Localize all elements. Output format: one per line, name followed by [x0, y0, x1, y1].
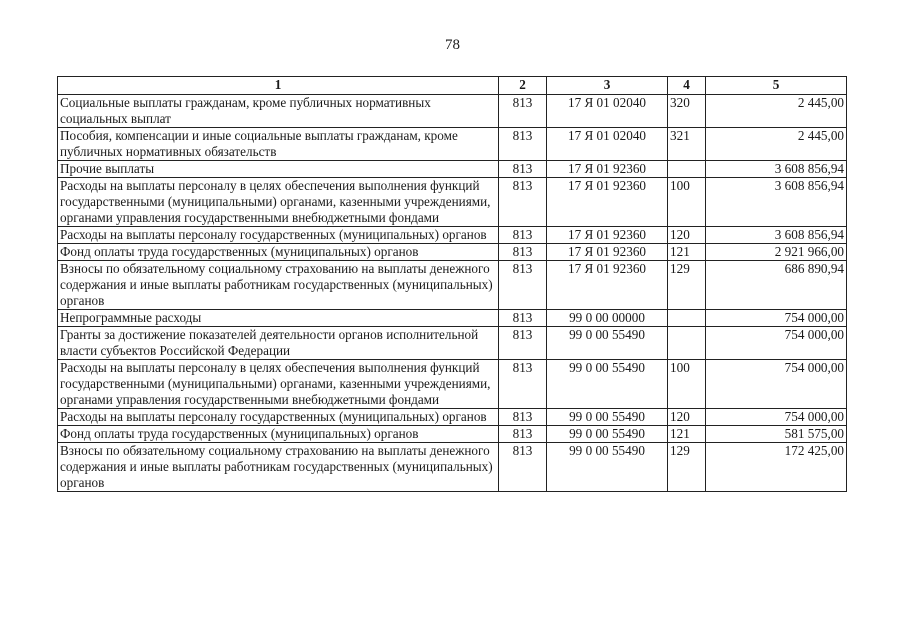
- cell-target-article: 99 0 00 55490: [547, 426, 668, 443]
- cell-ved-code: 813: [499, 360, 547, 409]
- cell-ved-code: 813: [499, 227, 547, 244]
- cell-name: Расходы на выплаты персоналу государственных (муниципальных) органов: [58, 227, 499, 244]
- cell-expense-type: 129: [668, 443, 706, 492]
- header-col-1: 1: [58, 77, 499, 95]
- table-row: [58, 443, 847, 492]
- cell-amount: 754 000,00: [706, 327, 847, 360]
- table-row: [58, 409, 847, 426]
- header-col-3: 3: [547, 77, 668, 95]
- cell-amount: 754 000,00: [706, 310, 847, 327]
- cell-target-article: 17 Я 01 02040: [547, 95, 668, 128]
- cell-ved-code: 813: [499, 409, 547, 426]
- header-col-4: 4: [668, 77, 706, 95]
- table-row: [58, 426, 847, 443]
- cell-name: Расходы на выплаты персоналу в целях обеспечения выполнения функций государственными (муниципальными) органами, казенными учреждениями, органами управления государственными внебюджетными фондами: [58, 360, 499, 409]
- cell-amount: 581 575,00: [706, 426, 847, 443]
- cell-ved-code: 813: [499, 95, 547, 128]
- page-number: 78: [445, 37, 460, 53]
- cell-ved-code: 813: [499, 327, 547, 360]
- cell-name: Социальные выплаты гражданам, кроме публичных нормативных социальных выплат: [58, 95, 499, 128]
- cell-target-article: 17 Я 01 02040: [547, 128, 668, 161]
- cell-expense-type: 121: [668, 426, 706, 443]
- cell-name: Прочие выплаты: [58, 161, 499, 178]
- cell-target-article: 17 Я 01 92360: [547, 178, 668, 227]
- cell-target-article: 17 Я 01 92360: [547, 261, 668, 310]
- header-col-2: 2: [499, 77, 547, 95]
- cell-expense-type: 100: [668, 360, 706, 409]
- cell-name: Расходы на выплаты персоналу государственных (муниципальных) органов: [58, 409, 499, 426]
- cell-expense-type: 129: [668, 261, 706, 310]
- header-row: [58, 77, 847, 95]
- cell-target-article: 17 Я 01 92360: [547, 161, 668, 178]
- cell-expense-type: 120: [668, 227, 706, 244]
- table-header: [58, 77, 847, 95]
- cell-name: Гранты за достижение показателей деятельности органов исполнительной власти субъектов Российской Федерации: [58, 327, 499, 360]
- table-row: [58, 95, 847, 128]
- table-row: [58, 178, 847, 227]
- cell-amount: 3 608 856,94: [706, 227, 847, 244]
- cell-target-article: 99 0 00 00000: [547, 310, 668, 327]
- cell-expense-type: [668, 310, 706, 327]
- cell-amount: 2 445,00: [706, 128, 847, 161]
- cell-expense-type: 100: [668, 178, 706, 227]
- cell-name: Взносы по обязательному социальному страхованию на выплаты денежного содержания и иные выплаты работникам государственных (муниципальных) органов: [58, 443, 499, 492]
- cell-target-article: 99 0 00 55490: [547, 409, 668, 426]
- table-row: [58, 310, 847, 327]
- table-row: [58, 360, 847, 409]
- cell-amount: 3 608 856,94: [706, 178, 847, 227]
- cell-ved-code: 813: [499, 261, 547, 310]
- cell-target-article: 99 0 00 55490: [547, 360, 668, 409]
- cell-target-article: 99 0 00 55490: [547, 327, 668, 360]
- cell-name: Непрограммные расходы: [58, 310, 499, 327]
- cell-expense-type: 320: [668, 95, 706, 128]
- cell-name: Расходы на выплаты персоналу в целях обеспечения выполнения функций государственными (муниципальными) органами, казенными учреждениями, органами управления государственными внебюджетными фондами: [58, 178, 499, 227]
- budget-table: [57, 76, 847, 492]
- cell-amount: 2 445,00: [706, 95, 847, 128]
- cell-target-article: 99 0 00 55490: [547, 443, 668, 492]
- cell-amount: 754 000,00: [706, 409, 847, 426]
- table-row: [58, 227, 847, 244]
- table-row: [58, 161, 847, 178]
- table-row: [58, 261, 847, 310]
- table-row: [58, 128, 847, 161]
- header-col-5: 5: [706, 77, 847, 95]
- cell-expense-type: [668, 161, 706, 178]
- cell-amount: 172 425,00: [706, 443, 847, 492]
- cell-amount: 3 608 856,94: [706, 161, 847, 178]
- cell-name: Фонд оплаты труда государственных (муниципальных) органов: [58, 244, 499, 261]
- cell-ved-code: 813: [499, 443, 547, 492]
- table-row: [58, 327, 847, 360]
- cell-amount: 2 921 966,00: [706, 244, 847, 261]
- cell-amount: 754 000,00: [706, 360, 847, 409]
- cell-ved-code: 813: [499, 128, 547, 161]
- cell-expense-type: 321: [668, 128, 706, 161]
- cell-target-article: 17 Я 01 92360: [547, 244, 668, 261]
- cell-name: Пособия, компенсации и иные социальные выплаты гражданам, кроме публичных нормативных обязательств: [58, 128, 499, 161]
- cell-ved-code: 813: [499, 244, 547, 261]
- table-body: [58, 95, 847, 492]
- cell-ved-code: 813: [499, 178, 547, 227]
- cell-expense-type: 121: [668, 244, 706, 261]
- cell-target-article: 17 Я 01 92360: [547, 227, 668, 244]
- cell-expense-type: [668, 327, 706, 360]
- table-row: [58, 244, 847, 261]
- cell-name: Фонд оплаты труда государственных (муниципальных) органов: [58, 426, 499, 443]
- cell-ved-code: 813: [499, 161, 547, 178]
- cell-ved-code: 813: [499, 310, 547, 327]
- cell-amount: 686 890,94: [706, 261, 847, 310]
- cell-ved-code: 813: [499, 426, 547, 443]
- cell-expense-type: 120: [668, 409, 706, 426]
- cell-name: Взносы по обязательному социальному страхованию на выплаты денежного содержания и иные выплаты работникам государственных (муниципальных) органов: [58, 261, 499, 310]
